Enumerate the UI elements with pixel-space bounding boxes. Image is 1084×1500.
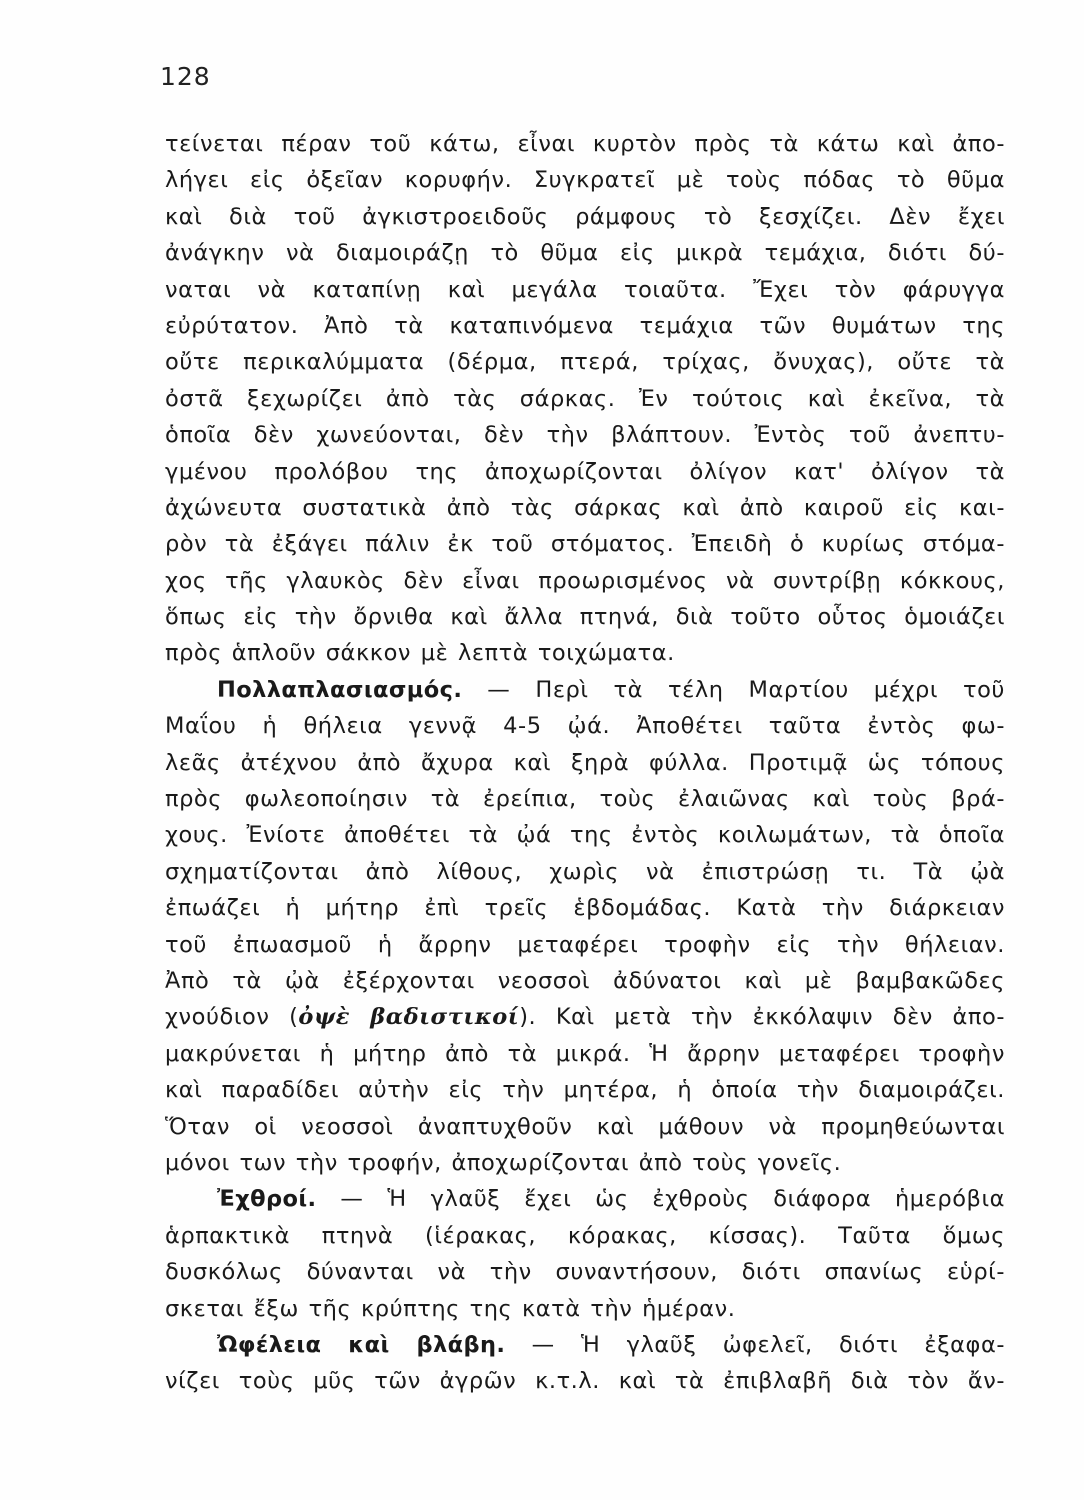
section-heading-enemies: Ἐχθροί. xyxy=(217,1186,317,1213)
text-line: καὶ διὰ τοῦ ἀγκιστροειδοῦς ράμφους τὸ ξεσχίζει. Δὲν ἔχει xyxy=(165,203,1005,230)
italic-term: ὀψὲ βαδιστικοί xyxy=(298,1004,520,1031)
text-segment: ). Καὶ μετὰ τὴν ἐκκόλαψιν δὲν ἀπο- xyxy=(519,1004,1005,1031)
page-body-text xyxy=(165,126,1005,1400)
text-line: χος τῆς γλαυκὸς δὲν εἶναι προωρισμένος νὰ συντρίβῃ κόκκους, xyxy=(165,567,1005,594)
text-line: τοῦ ἐπωασμοῦ ἡ ἄρρην μεταφέρει τροφὴν εἰς τὴν θήλειαν. xyxy=(165,931,1005,958)
text-line: γμένου προλόβου της ἀποχωρίζονται ὀλίγον κατ' ὀλίγον τὰ xyxy=(165,458,1005,485)
text-line: ἁρπακτικὰ πτηνὰ (ἱέρακας, κόρακας, κίσσας). Ταῦτα ὅμως xyxy=(165,1222,1005,1249)
section-heading-reproduction: Πολλαπλασιασμός. xyxy=(217,676,463,703)
text-line: πρὸς ἁπλοῦν σάκκον μὲ λεπτὰ τοιχώματα. xyxy=(165,640,675,667)
text-line: λεᾶς ἀτέχνου ἀπὸ ἄχυρα καὶ ξηρὰ φύλλα. Προτιμᾷ ὡς τόπους xyxy=(165,749,1005,776)
text-line: λήγει εἰς ὀξεῖαν κορυφήν. Συγκρατεῖ μὲ τοὺς πόδας τὸ θῦμα xyxy=(165,167,1005,194)
text-line: νίζει τοὺς μῦς τῶν ἀγρῶν κ.τ.λ. καὶ τὰ ἐπιβλαβῆ διὰ τὸν ἄν- xyxy=(165,1368,1005,1395)
text-line: σκεται ἔξω τῆς κρύπτης της κατὰ τὴν ἡμέραν. xyxy=(165,1295,736,1322)
text-line: καὶ παραδίδει αὐτὴν εἰς τὴν μητέρα, ἡ ὁποία τὴν διαμοιράζει. xyxy=(165,1077,1005,1104)
section-text: — Ἡ γλαῦξ ἔχει ὡς ἐχθροὺς διάφορα ἡμερόβια xyxy=(316,1186,1005,1213)
text-line: μόνοι των τὴν τροφήν, ἀποχωρίζονται ἀπὸ τοὺς γονεῖς. xyxy=(165,1149,842,1176)
section-benefit-harm-first-line xyxy=(165,1327,1005,1363)
text-line-with-italic-term xyxy=(165,999,1005,1035)
text-segment: χνούδιον ( xyxy=(165,1004,299,1031)
text-line: ἀχώνευτα συστατικὰ ἀπὸ τὰς σάρκας καὶ ἀπὸ καιροῦ εἰς και- xyxy=(165,494,1005,521)
text-line: τείνεται πέραν τοῦ κάτω, εἶναι κυρτὸν πρὸς τὰ κάτω καὶ ἀπο- xyxy=(165,131,1005,157)
text-line: εὐρύτατον. Ἀπὸ τὰ καταπινόμενα τεμάχια τῶν θυμάτων της xyxy=(165,312,1005,339)
text-line: ρὸν τὰ ἐξάγει πάλιν ἐκ τοῦ στόματος. Ἐπειδὴ ὁ κυρίως στόμα- xyxy=(165,531,1005,558)
text-line: ὀστᾶ ξεχωρίζει ἀπὸ τὰς σάρκας. Ἐν τούτοις καὶ ἐκεῖνα, τὰ xyxy=(165,385,1005,412)
section-reproduction-first-line xyxy=(165,672,1005,708)
text-line: Μαΐου ἡ θήλεια γεννᾷ 4-5 ᾠά. Ἀποθέτει ταῦτα ἐντὸς φω- xyxy=(165,713,1005,740)
text-line: ἀνάγκην νὰ διαμοιράζῃ τὸ θῦμα εἰς μικρὰ τεμάχια, διότι δύ- xyxy=(165,240,1005,267)
section-text: — Ἡ γλαῦξ ὠφελεῖ, διότι ἐξαφα- xyxy=(505,1331,1005,1358)
page-number: 128 xyxy=(160,62,211,91)
text-line: χους. Ἐνίοτε ἀποθέτει τὰ ᾠά της ἐντὸς κοιλωμάτων, τὰ ὁποῖα xyxy=(165,822,1005,849)
text-line: Ὅταν οἱ νεοσσοὶ ἀναπτυχθοῦν καὶ μάθουν νὰ προμηθεύωνται xyxy=(165,1113,1005,1140)
section-heading-benefit-harm: Ὠφέλεια καὶ βλάβη. xyxy=(217,1331,506,1358)
section-text: — Περὶ τὰ τέλη Μαρτίου μέχρι τοῦ xyxy=(462,676,1005,703)
text-line: μακρύνεται ἡ μήτηρ ἀπὸ τὰ μικρά. Ἡ ἄρρην μεταφέρει τροφὴν xyxy=(165,1040,1005,1067)
text-line: ὁποῖα δὲν χωνεύονται, δὲν τὴν βλάπτουν. Ἐντὸς τοῦ ἀνεπτυ- xyxy=(165,422,1005,449)
text-line: ἐπωάζει ἡ μήτηρ ἐπὶ τρεῖς ἑβδομάδας. Κατὰ τὴν διάρκειαν xyxy=(165,895,1005,922)
text-line: πρὸς φωλεοποίησιν τὰ ἐρείπια, τοὺς ἐλαιῶνας καὶ τοὺς βρά- xyxy=(165,786,1005,813)
text-line: ναται νὰ καταπίνῃ καὶ μεγάλα τοιαῦτα. Ἔχει τὸν φάρυγγα xyxy=(165,276,1005,303)
text-line: Ἀπὸ τὰ ᾠὰ ἐξέρχονται νεοσσοὶ ἀδύνατοι καὶ μὲ βαμβακῶδες xyxy=(165,967,1005,994)
text-line: δυσκόλως δύνανται νὰ τὴν συναντήσουν, διότι σπανίως εὑρί- xyxy=(165,1259,1005,1286)
text-line: ὅπως εἰς τὴν ὄρνιθα καὶ ἄλλα πτηνά, διὰ τοῦτο οὗτος ὁμοιάζει xyxy=(165,604,1005,631)
text-line: σχηματίζονται ἀπὸ λίθους, χωρὶς νὰ ἐπιστρώσῃ τι. Τὰ ᾠὰ xyxy=(165,858,1005,885)
text-line: οὔτε περικαλύμματα (δέρμα, πτερά, τρίχας, ὄνυχας), οὔτε τὰ xyxy=(165,349,1005,376)
section-enemies-first-line xyxy=(165,1181,1005,1217)
